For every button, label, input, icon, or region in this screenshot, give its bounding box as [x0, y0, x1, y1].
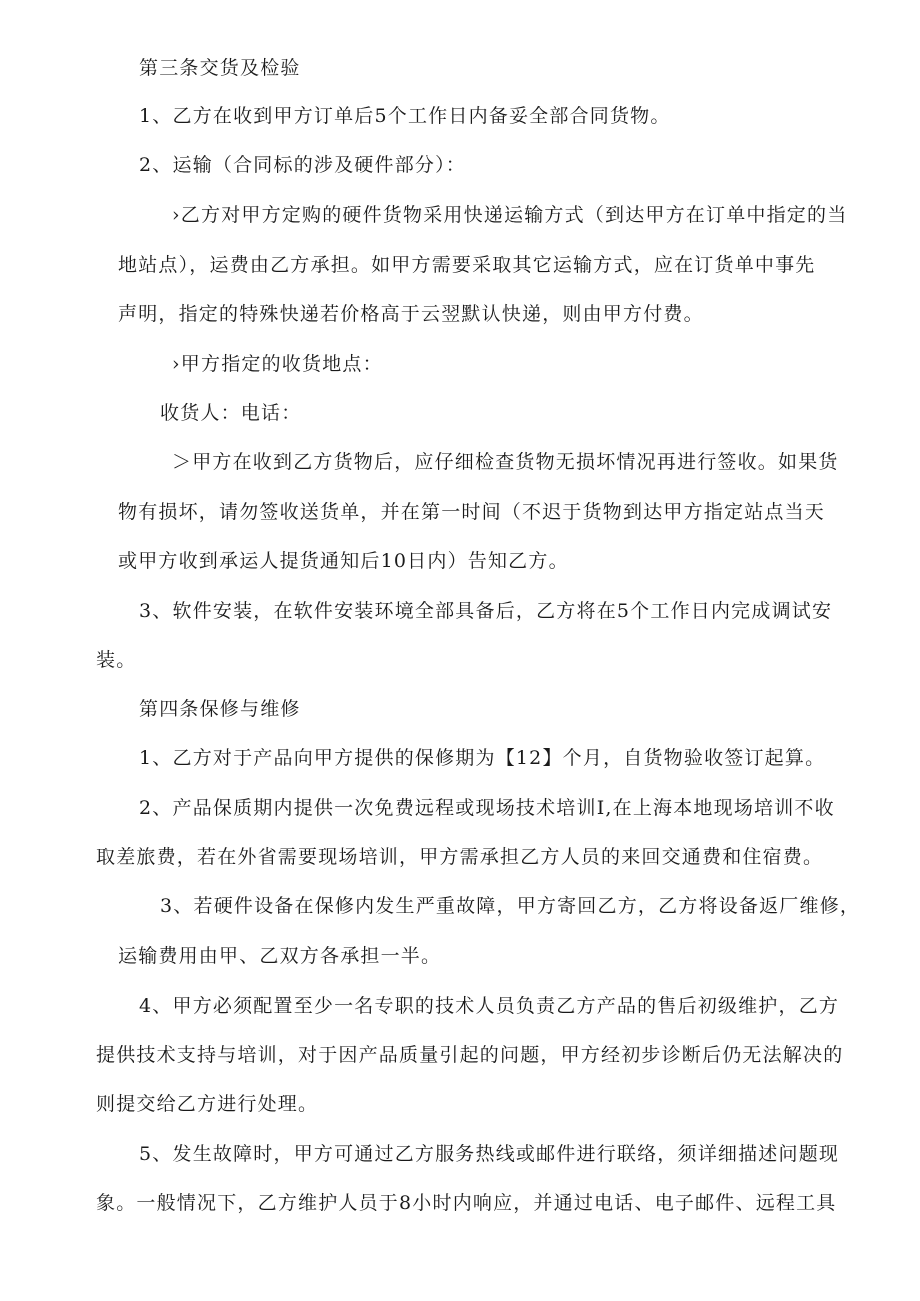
- paragraph-line: 3、软件安装，在软件安装环境全部具备后，乙方将在5个工作日内完成调试安: [139, 600, 833, 622]
- paragraph-line: 运输费用由甲、乙双方各承担一半。: [118, 945, 442, 967]
- paragraph-line: 2、产品保质期内提供一次免费远程或现场技术培训I,在上海本地现场培训不收: [139, 797, 835, 819]
- s3-delivery-location: ›甲方指定的收货地点：: [172, 353, 383, 375]
- paragraph-line: ›乙方对甲方定购的硬件货物采用快递运输方式（到达甲方在订单中指定的当: [172, 204, 848, 226]
- paragraph-line: 4、甲方必须配置至少一名专职的技术人员负责乙方产品的售后初级维护，乙方: [139, 995, 840, 1017]
- paragraph-line: 物有损坏，请勿签收送货单，并在第一时间（不迟于货物到达甲方指定站点当天: [118, 501, 826, 523]
- s3-recipient-phone: 收货人：电话：: [160, 402, 302, 424]
- paragraph-line: 则提交给乙方进行处理。: [96, 1093, 319, 1115]
- paragraph-line: 3、若硬件设备在保修内发生严重故障，甲方寄回乙方，乙方将设备返厂维修，: [160, 895, 861, 917]
- paragraph-line: 象。一般情况下，乙方维护人员于8小时内响应，并通过电话、电子邮件、远程工具: [96, 1192, 837, 1214]
- s3-item-1: 1、乙方在收到甲方订单后5个工作日内备妥全部合同货物。: [139, 105, 671, 127]
- paragraph-line: 5、发生故障时，甲方可通过乙方服务热线或邮件进行联络，须详细描述问题现: [139, 1143, 840, 1165]
- paragraph-line: 装。: [96, 649, 137, 671]
- paragraph-line: 取差旅费，若在外省需要现场培训，甲方需承担乙方人员的来回交通费和住宿费。: [96, 846, 824, 868]
- s4-item-1: 1、乙方对于产品向甲方提供的保修期为【12】个月，自货物验收签订起算。: [139, 747, 826, 769]
- section-4-heading: 第四条保修与维修: [139, 698, 301, 720]
- paragraph-line: 提供技术支持与培训，对于因产品质量引起的问题，甲方经初步诊断后仍无法解决的: [96, 1044, 844, 1066]
- s3-item-2: 2、运输（合同标的涉及硬件部分）：: [139, 154, 466, 176]
- paragraph-line: 地站点），运费由乙方承担。如甲方需要采取其它运输方式，应在订货单中事先: [118, 254, 816, 276]
- paragraph-line: ＞甲方在收到乙方货物后，应仔细检查货物无损坏情况再进行签收。如果货: [172, 451, 839, 473]
- paragraph-line: 声明，指定的特殊快递若价格高于云翌默认快递，则由甲方付费。: [118, 303, 704, 325]
- paragraph-line: 或甲方收到承运人提货通知后10日内）告知乙方。: [118, 550, 569, 572]
- section-3-heading: 第三条交货及检验: [139, 57, 301, 79]
